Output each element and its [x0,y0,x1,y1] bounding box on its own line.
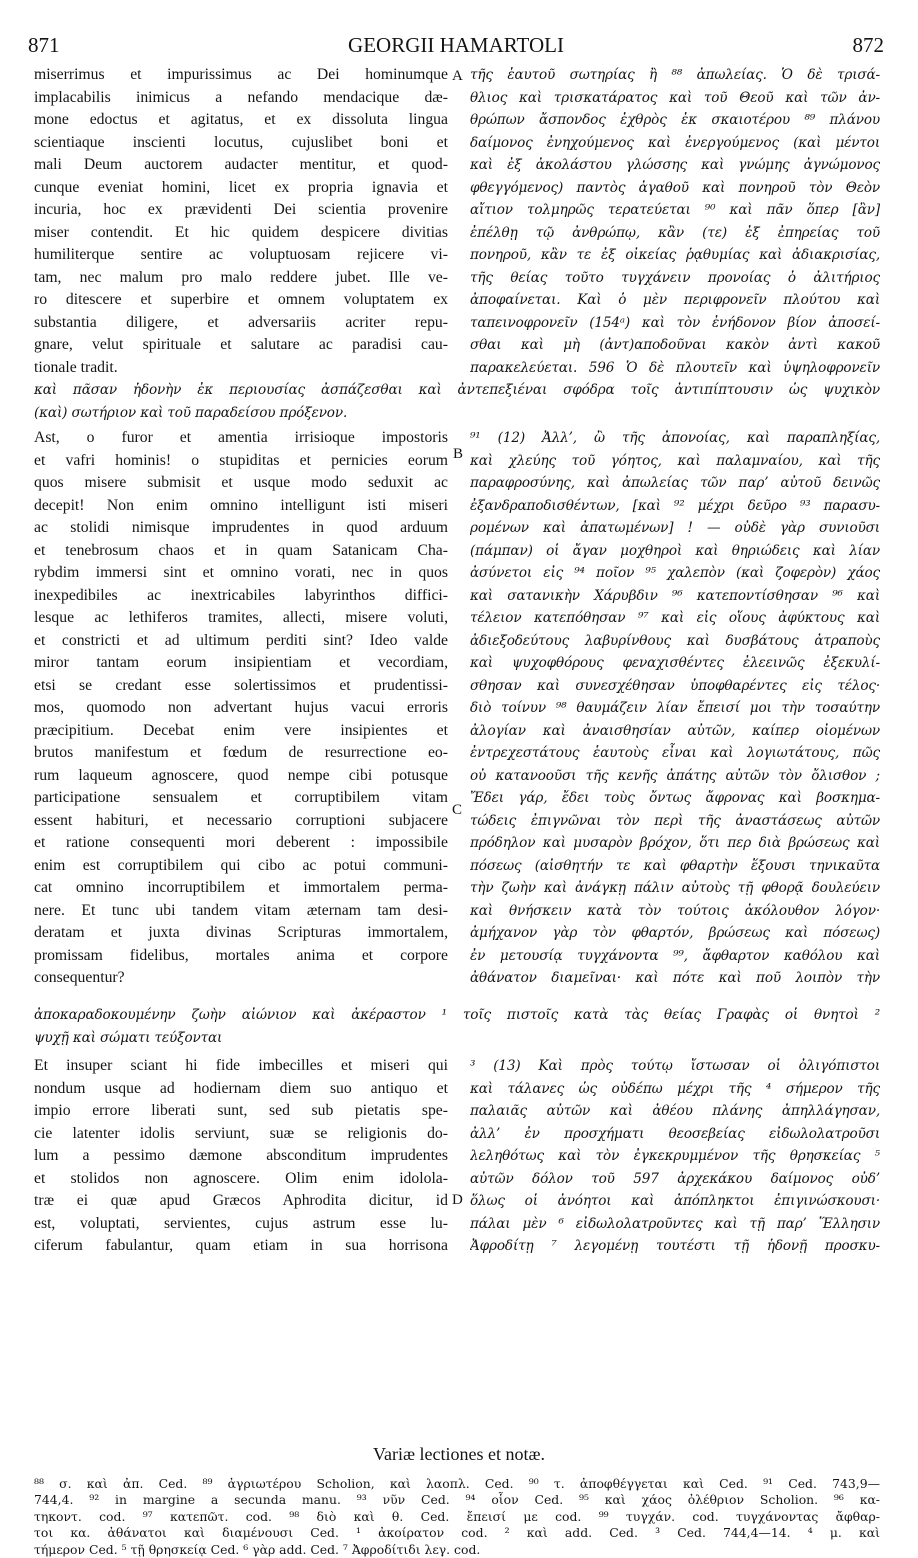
latin-line: et constricti et ad ultimum perditi sint? Ideo valde [34,631,448,649]
latin-line: et tenebrosum chaos et in quam Satanicam Cha- [34,541,448,559]
greek-line: τῆς ἑαυτοῦ σωτηρίας ἢ ⁸⁸ ἀπωλείας. Ὁ δὲ τρισά- [470,67,880,83]
greek-line: ἀθάνατον διαμεῖναι· καὶ πότε καὶ ποῦ λοιπὸν τὴν [470,970,880,986]
latin-line: træ ei quæ apud Græcos Aphrodita dicitur, id [34,1192,448,1209]
latin-line: et vafri hominis! o stupiditas et pernicies eorum [34,451,448,469]
greek-line: παρακελεύεται. 596 Ὁ δὲ πλουτεῖν καὶ ὑψηλοφρονεῖν [470,359,880,376]
latin-line: nere. Et tunc ubi tandem vitam æternam tam desi- [34,901,448,919]
note-line: τοι κα. ἀθάνατοι καὶ διαμένουσι Ced. ¹ ἀκοίρατον cod. ² καὶ add. Ced. ³ Ced. 744,4—14. ⁴ μ. καὶ [34,1525,880,1541]
latin-line: essent habituri, et necessario corruptioni subjacere [34,811,448,829]
page-number-left: 871 [28,33,60,57]
greek-line: ρομένων καὶ ἀπατωμένων] ! — οὐδὲ γὰρ συνιοῦσι [470,520,880,536]
section-marker-a: A [452,68,463,84]
latin-line: decepit! Non enim omnino intelligunt isti miseri [34,496,448,514]
greek-line: παραφροσύνης, καὶ ἀπωλείας τῶν παρ’ αὐτοῦ δεινῶς [470,475,880,491]
latin-column-block-2 [34,427,448,990]
greek-line: σθαι καὶ μὴ (ἀντ)αποδοῦναι κακὸν ἀντὶ κακοῦ [470,337,880,353]
greek-line: Ἀφροδίτῃ ⁷ λεγομένῃ τουτέστι τῇ ἡδονῇ προσκυ- [470,1238,880,1254]
latin-line: scientiaque inscienti locutus, cujuslibet boni et [34,133,448,151]
page-header [28,32,884,58]
notes-heading: Variæ lectiones et notæ. [373,1444,545,1464]
latin-line: miserrimus et impurissimus ac Dei hominumque [34,66,448,83]
latin-line: cie latenter idolis serviunt, suæ se religionis do- [34,1124,448,1142]
latin-line: rybdim immersi sint et omnino vorati, nec in quos [34,564,448,581]
section-marker-b: B [453,446,464,462]
latin-line: nondum usque ad hodiernam diem suo antiquo et [34,1079,448,1097]
latin-line: enim est corruptibilem qui cibo ac potui communi- [34,856,448,874]
latin-line: consequentur? [34,969,125,986]
greek-bridge-block-1 [34,379,880,424]
latin-line: ac stolidi nimisque imprudentes in quod arduum [34,519,448,536]
greek-line: φθεγγόμενος) παντὸς ἀγαθοῦ καὶ πονηροῦ τὸν Θεὸν [470,179,880,196]
latin-line: impio errore liberati sunt, sed sub pietatis spe- [34,1102,448,1119]
variant-readings-notes [34,1476,880,1558]
greek-line: δαίμονος ἐνηχούμενος καὶ ἐνεργούμενος (καὶ μέντοι [470,134,880,151]
latin-line: promissam fidelibus, mortales anima et corpore [34,946,448,964]
greek-line: καὶ ἐξ ἀκολάστου γλώσσης καὶ γνώμης ἀγνώμονος [470,157,880,173]
latin-line: substantia diligere, et adversariis acriter repu- [34,313,448,331]
greek-line: Ἔδει γάρ, ἔδει τοὺς ὄντως ἄφρονας καὶ βοσκημα- [470,790,880,806]
greek-line: τέλειον κατεπόθησαν ⁹⁷ καὶ εἰς οἵους ἀφύκτους καὶ [470,610,880,626]
latin-line: præcipitium. Decebat enim vere insipientes et [34,721,448,739]
greek-column-block-1 [470,64,880,379]
greek-line: ἀποκαραδοκουμένην ζωὴν αἰώνιον καὶ ἀκέραστον ¹ τοῖς πιστοῖς κατὰ τὰς θείας Γραφὰς οἱ θνητοὶ ² [34,1007,880,1023]
greek-column-block-3 [470,1055,880,1258]
greek-line: ἀλογίαν καὶ ἀναισθησίαν αὐτῶν, καίπερ οἰομένων [470,722,880,739]
latin-line: brutos manifestum et fœdum de resurrectione eo- [34,744,448,761]
greek-line: καὶ σατανικὴν Χάρυβδιν ⁹⁶ κατεποντίσθησαν ⁹⁶ καὶ [470,587,880,604]
latin-line: inexpedibiles ac inextricabiles labyrinthos diffici- [34,586,448,604]
greek-line: (πάμπαν) οἱ ἄγαν μοχθηροὶ καὶ θηριώδεις καὶ λίαν [470,542,880,559]
latin-line: miser contendit. Et hic quidem despicere divitias [34,223,448,241]
latin-line: ciferum fabulantur, quam etiam in sua horrisona [34,1237,448,1254]
greek-line: θλιος καὶ τρισκατάρατος καὶ τοῦ Θεοῦ καὶ τῶν ἀν- [470,89,880,106]
greek-line: διὸ τοίνυν ⁹⁸ θαυμάζειν λίαν ἔπεισί μοι τὴν τοσαύτην [470,700,880,716]
greek-line: λεληθότως καὶ τὸν ἐγκεκρυμμένον τῆς θρησκείας ⁵ [470,1148,880,1164]
latin-line: mos, quomodo non advertant hujus vacui erroris [34,699,448,716]
greek-line: αἴτιον τολμηρῶς τερατεύεται ⁹⁰ καὶ πᾶν ὅπερ [ἂν] [470,202,880,218]
greek-line: ταπεινοφρονεῖν (154ᵃ) καὶ τὸν ἐνήδονον βίον ἀποσεί- [470,314,880,331]
greek-line: ἐπέλθῃ τῷ ἀνθρώπῳ, κἂν (τε) ἐξ ἐπηρείας τοῦ [470,224,880,241]
latin-line: incuria, hoc ex prævidenti Dei scientia provenire [34,201,448,218]
greek-line: ὅλως οἱ ἀνόητοι καὶ ἀπόπληκτοι ἐπιγινώσκουσι· [470,1193,880,1209]
latin-line: est, voluptati, servientes, cujus astrum esse lu- [34,1214,448,1232]
greek-line: ἀδιεξοδεύτους λαβυρίνθους καὶ δυσβάτους ἀτραποὺς [470,632,880,649]
greek-line: ἀσύνετοι εἰς ⁹⁴ ποῖον ⁹⁵ χαλεπὸν (καὶ ζοφερὸν) χάος [470,565,880,581]
greek-line: (καὶ) σωτήριον καὶ τοῦ παραδείσου πρόξενον. [34,404,348,421]
latin-column-block-3 [34,1055,448,1258]
latin-line: et stolidos non agnoscere. Olim enim idolola- [34,1169,448,1187]
latin-line: ro ditescere et superbire et omnem voluptatem ex [34,291,448,308]
greek-line: ἐν μετουσίᾳ τυγχάνοντα ⁹⁹, ἄφθαρτον καθόλου καὶ [470,947,880,964]
latin-line: gnare, velut spirituale et salutare ac paradisi cau- [34,336,448,353]
latin-line: Ast, o furor et amentia irrisioque impostoris [34,429,448,446]
latin-column-block-1 [34,64,448,379]
greek-line: καὶ ψυχοφθόρους φεναχισθέντες ἐλεεινῶς ἐξεκυλί- [470,655,880,671]
greek-line: τῆς θείας τοῦτο τυγχάνειν προνοίας ὁ ἀλιτήριος [470,269,880,286]
latin-line: implacabilis inimicus a nefando mendacique dæ- [34,88,448,106]
latin-line: deratam et juxta divinas Scripturas immortalem, [34,924,448,941]
greek-line: πάλαι μὲν ⁶ εἰδωλολατροῦντες καὶ τῇ παρ’ Ἕλλησιν [470,1215,880,1232]
latin-line: cunque eveniat homini, licet ex propria ignavia et [34,178,448,196]
latin-line: quos misere submisit et usque modo seduxit ac [34,474,448,491]
section-marker-c: C [452,802,463,818]
greek-line: οὐ κατανοοῦσι τῆς κενῆς ἀπάτης αὐτῶν τὸν ὄλισθον ; [470,767,880,784]
latin-line: lesque ac lethiferos tramites, allecti, misere voluti, [34,609,448,626]
latin-line: tionale tradit. [34,358,118,376]
greek-line: ἀμήχανον γὰρ τὸν φθαρτόν, βρώσεως καὶ πόσεως) [470,925,880,941]
greek-line: τώδεις ἐπιγνῶναι τὸν περὶ τῆς ἀναστάσεως αὐτῶν [470,812,880,829]
greek-line: ἐντρεχεστάτους ἑαυτοὺς εἶναι καὶ λογιωτάτους, πῶς [470,745,880,761]
greek-line: καὶ τάλανες ὡς οὐδέπω μέχρι τῆς ⁴ σήμερον τῆς [470,1080,880,1097]
greek-line: πονηροῦ, κἂν τε ἐξ οἰκείας ῥᾳθυμίας καὶ ἀδιακρισίας, [470,247,880,263]
greek-line: ⁹¹ (12) Ἀλλ’, ὢ τῆς ἀπονοίας, καὶ παραπληξίας, [470,430,880,446]
note-line: ⁸⁸ σ. καὶ ἀπ. Ced. ⁸⁹ ἀγριωτέρου Scholion, καὶ λαοπλ. Ced. ⁹⁰ τ. ἀποφθέγγεται καὶ Ced. ⁹¹ Ced. 743,9— [34,1476,880,1491]
latin-line: lum a pessimo dæmone absconditum imprudentes [34,1147,448,1164]
latin-line: tam, nec malum pro malo reddere jubet. Ille ve- [34,268,448,286]
latin-line: Et insuper sciant hi fide imbecilles et miseri qui [34,1057,448,1074]
section-marker-d: D [452,1192,463,1208]
greek-line: τὴν ζωὴν καὶ ἀνάγκῃ πάλιν αὐτοὺς τῇ φθορᾷ δουλεύειν [470,880,880,896]
greek-line: πρόδηλον καὶ μυσαρὸν βρόχον, ὅτι περ διὰ βρώσεως καὶ [470,835,880,851]
greek-line: σθησαν καὶ συνεσχέθησαν ὑποφθαρέντες εἰς τέλος· [470,677,880,694]
latin-line: mone edoctus et agitatus, et ex dissoluta lingua [34,111,448,128]
note-line: τήμερον Ced. ⁵ τῇ θρησκείᾳ Ced. ⁶ γὰρ add. Ced. ⁷ Ἀφροδίτιδι λεγ. cod. [34,1541,481,1557]
latin-line: mali Deum auctorem audacter mentitur, et quod- [34,156,448,173]
latin-line: miror tantam eorum insipientiam et vecordiam, [34,654,448,671]
note-line: τηκοντ. cod. ⁹⁷ κατεπῶτ. cod. ⁹⁸ διὸ καὶ θ. Ced. ἔπεισί με cod. ⁹⁹ τυγχάν. cod. τυγχάνοντας ἄφθαρ- [34,1508,880,1524]
greek-line: αὐτῶν δόλον τοῦ 597 ἀρχεκάκου δαίμονος οὐδ’ [470,1170,880,1187]
greek-line: πόσεως (αἰσθητήν τε καὶ φθαρτὴν ἕξουσι τηνικαῦτα [470,857,880,874]
greek-line: καὶ πᾶσαν ἡδονὴν ἐκ περιουσίας ἀσπάζεσθαι καὶ ἀντεπεξιέναι σφόδρα τοῖς ἀντιπίπτουσιν ὡς ψυχικὸν [34,382,880,398]
page-number-right: 872 [852,33,884,57]
latin-line: cat omnino incorruptibilem et immortalem perma- [34,879,448,896]
greek-column-block-2 [470,427,880,990]
greek-line: ἀποφαίνεται. Καὶ ὁ μὲν περιφρονεῖν πλούτου καὶ [470,292,880,308]
latin-line: etsi se credant esse solertissimos et prudentissi- [34,676,448,694]
greek-line: ³ (13) Καὶ πρὸς τούτῳ ἴστωσαν οἱ ὀλιγόπιστοι [470,1058,880,1074]
greek-line: παλαιᾶς αὐτῶν καὶ ἀθέου πλάνης ἀπηλλάγησαν, [470,1103,880,1119]
latin-line: humiliterque sentire ac voluptuosam rejicere vi- [34,246,448,263]
greek-line: θρώπων ἄσπονδος ἐχθρὸς ἐκ σκαιοτέρου ⁸⁹ πλάνου [470,112,880,128]
greek-bridge-block-2 [34,1004,880,1049]
latin-line: participatione sensualem et corruptibilem vitam [34,789,448,806]
greek-line: καὶ χλεύης τοῦ γόητος, καὶ παλαμναίου, καὶ τῆς [470,452,880,469]
note-line: 744,4. ⁹² in margine a secunda manu. ⁹³ νῦν Ced. ⁹⁴ οἷον Ced. ⁹⁵ καὶ χάος ὀλέθριον Scholion. ⁹⁶ κα- [34,1492,880,1508]
greek-line: ἀλλ’ ἐν προσχήματι θεοσεβείας εἰδωλολατροῦσι [470,1125,880,1142]
greek-line: καὶ θνήσκειν κατὰ τὸν τούτοις ἀκόλουθον λόγον· [470,902,880,919]
greek-line: ψυχῇ καὶ σώματι τεύξονται [34,1029,223,1046]
latin-line: rum laqueum agnoscere, quod nempe cibi potusque [34,766,448,784]
running-title: GEORGII HAMARTOLI [348,33,564,57]
greek-line: ἐξανδραποδισθέντων, [καὶ ⁹² μέχρι δεῦρο ⁹³ παρασυ- [470,497,880,514]
latin-line: et ratione consequenti mori deberent : impossibile [34,834,448,851]
